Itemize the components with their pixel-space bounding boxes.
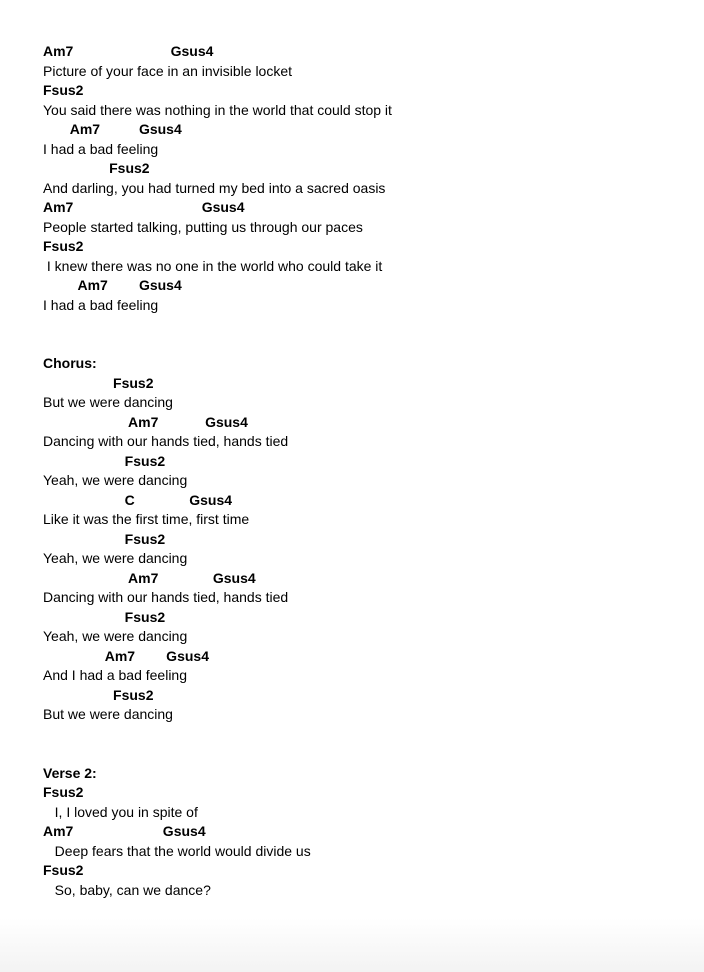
chord-line: Fsus2 <box>43 862 84 878</box>
chord-line: Am7 Gsus4 <box>43 43 214 59</box>
lyrics-sheet <box>43 42 704 900</box>
lyric-line: Yeah, we were dancing <box>43 472 188 488</box>
section-spacer <box>43 725 704 764</box>
chord-line: Fsus2 <box>43 784 84 800</box>
lyric-line: You said there was nothing in the world that could stop it <box>43 101 392 118</box>
lyric-line: But we were dancing <box>43 706 173 722</box>
lyric-line: Picture of your face in an invisible locket <box>43 62 293 79</box>
chord-line: Am7 Gsus4 <box>43 647 209 664</box>
lyric-line: I had a bad feeling <box>43 296 159 313</box>
lyric-line: I had a bad feeling <box>43 140 159 157</box>
chord-line: Fsus2 <box>43 452 166 469</box>
lyric-line: Dancing with our hands tied, hands tied <box>43 589 289 605</box>
lyric-line: I knew there was no one in the world who could take it <box>43 257 383 274</box>
chord-line: Am7 Gsus4 <box>43 121 182 137</box>
chord-line: C Gsus4 <box>43 491 233 508</box>
chord-line: Fsus2 <box>43 82 84 98</box>
lyric-line: Dancing with our hands tied, hands tied <box>43 433 289 449</box>
section-spacer <box>43 315 704 354</box>
chord-line: Fsus2 <box>43 160 150 176</box>
chord-line: Am7 Gsus4 <box>43 277 182 293</box>
lyric-line: People started talking, putting us through our paces <box>43 218 363 235</box>
chord-line: Am7 Gsus4 <box>43 199 245 215</box>
chord-line: Am7 Gsus4 <box>43 413 248 430</box>
lyric-line: But we were dancing <box>43 394 173 410</box>
lyric-line: And I had a bad feeling <box>43 667 188 683</box>
chord-line: Fsus2 <box>43 374 154 391</box>
chord-line: Am7 Gsus4 <box>43 569 256 586</box>
page-bottom-shade <box>0 918 704 972</box>
lyric-line: Deep fears that the world would divide us <box>43 842 311 859</box>
chord-line: Fsus2 <box>43 686 154 703</box>
section-heading-verse-2: Verse 2: <box>43 764 97 781</box>
lyric-line: I, I loved you in spite of <box>43 803 198 820</box>
lyric-line: Yeah, we were dancing <box>43 550 188 566</box>
chord-line: Fsus2 <box>43 530 166 547</box>
chord-line: Fsus2 <box>43 608 166 625</box>
lyric-line: So, baby, can we dance? <box>43 881 211 898</box>
lyric-line: Like it was the first time, first time <box>43 511 250 527</box>
chord-line: Am7 Gsus4 <box>43 823 206 839</box>
chord-line: Fsus2 <box>43 238 84 254</box>
lyric-line: And darling, you had turned my bed into a sacred oasis <box>43 179 386 196</box>
lyric-line: Yeah, we were dancing <box>43 628 188 644</box>
section-heading-chorus: Chorus: <box>43 355 97 371</box>
